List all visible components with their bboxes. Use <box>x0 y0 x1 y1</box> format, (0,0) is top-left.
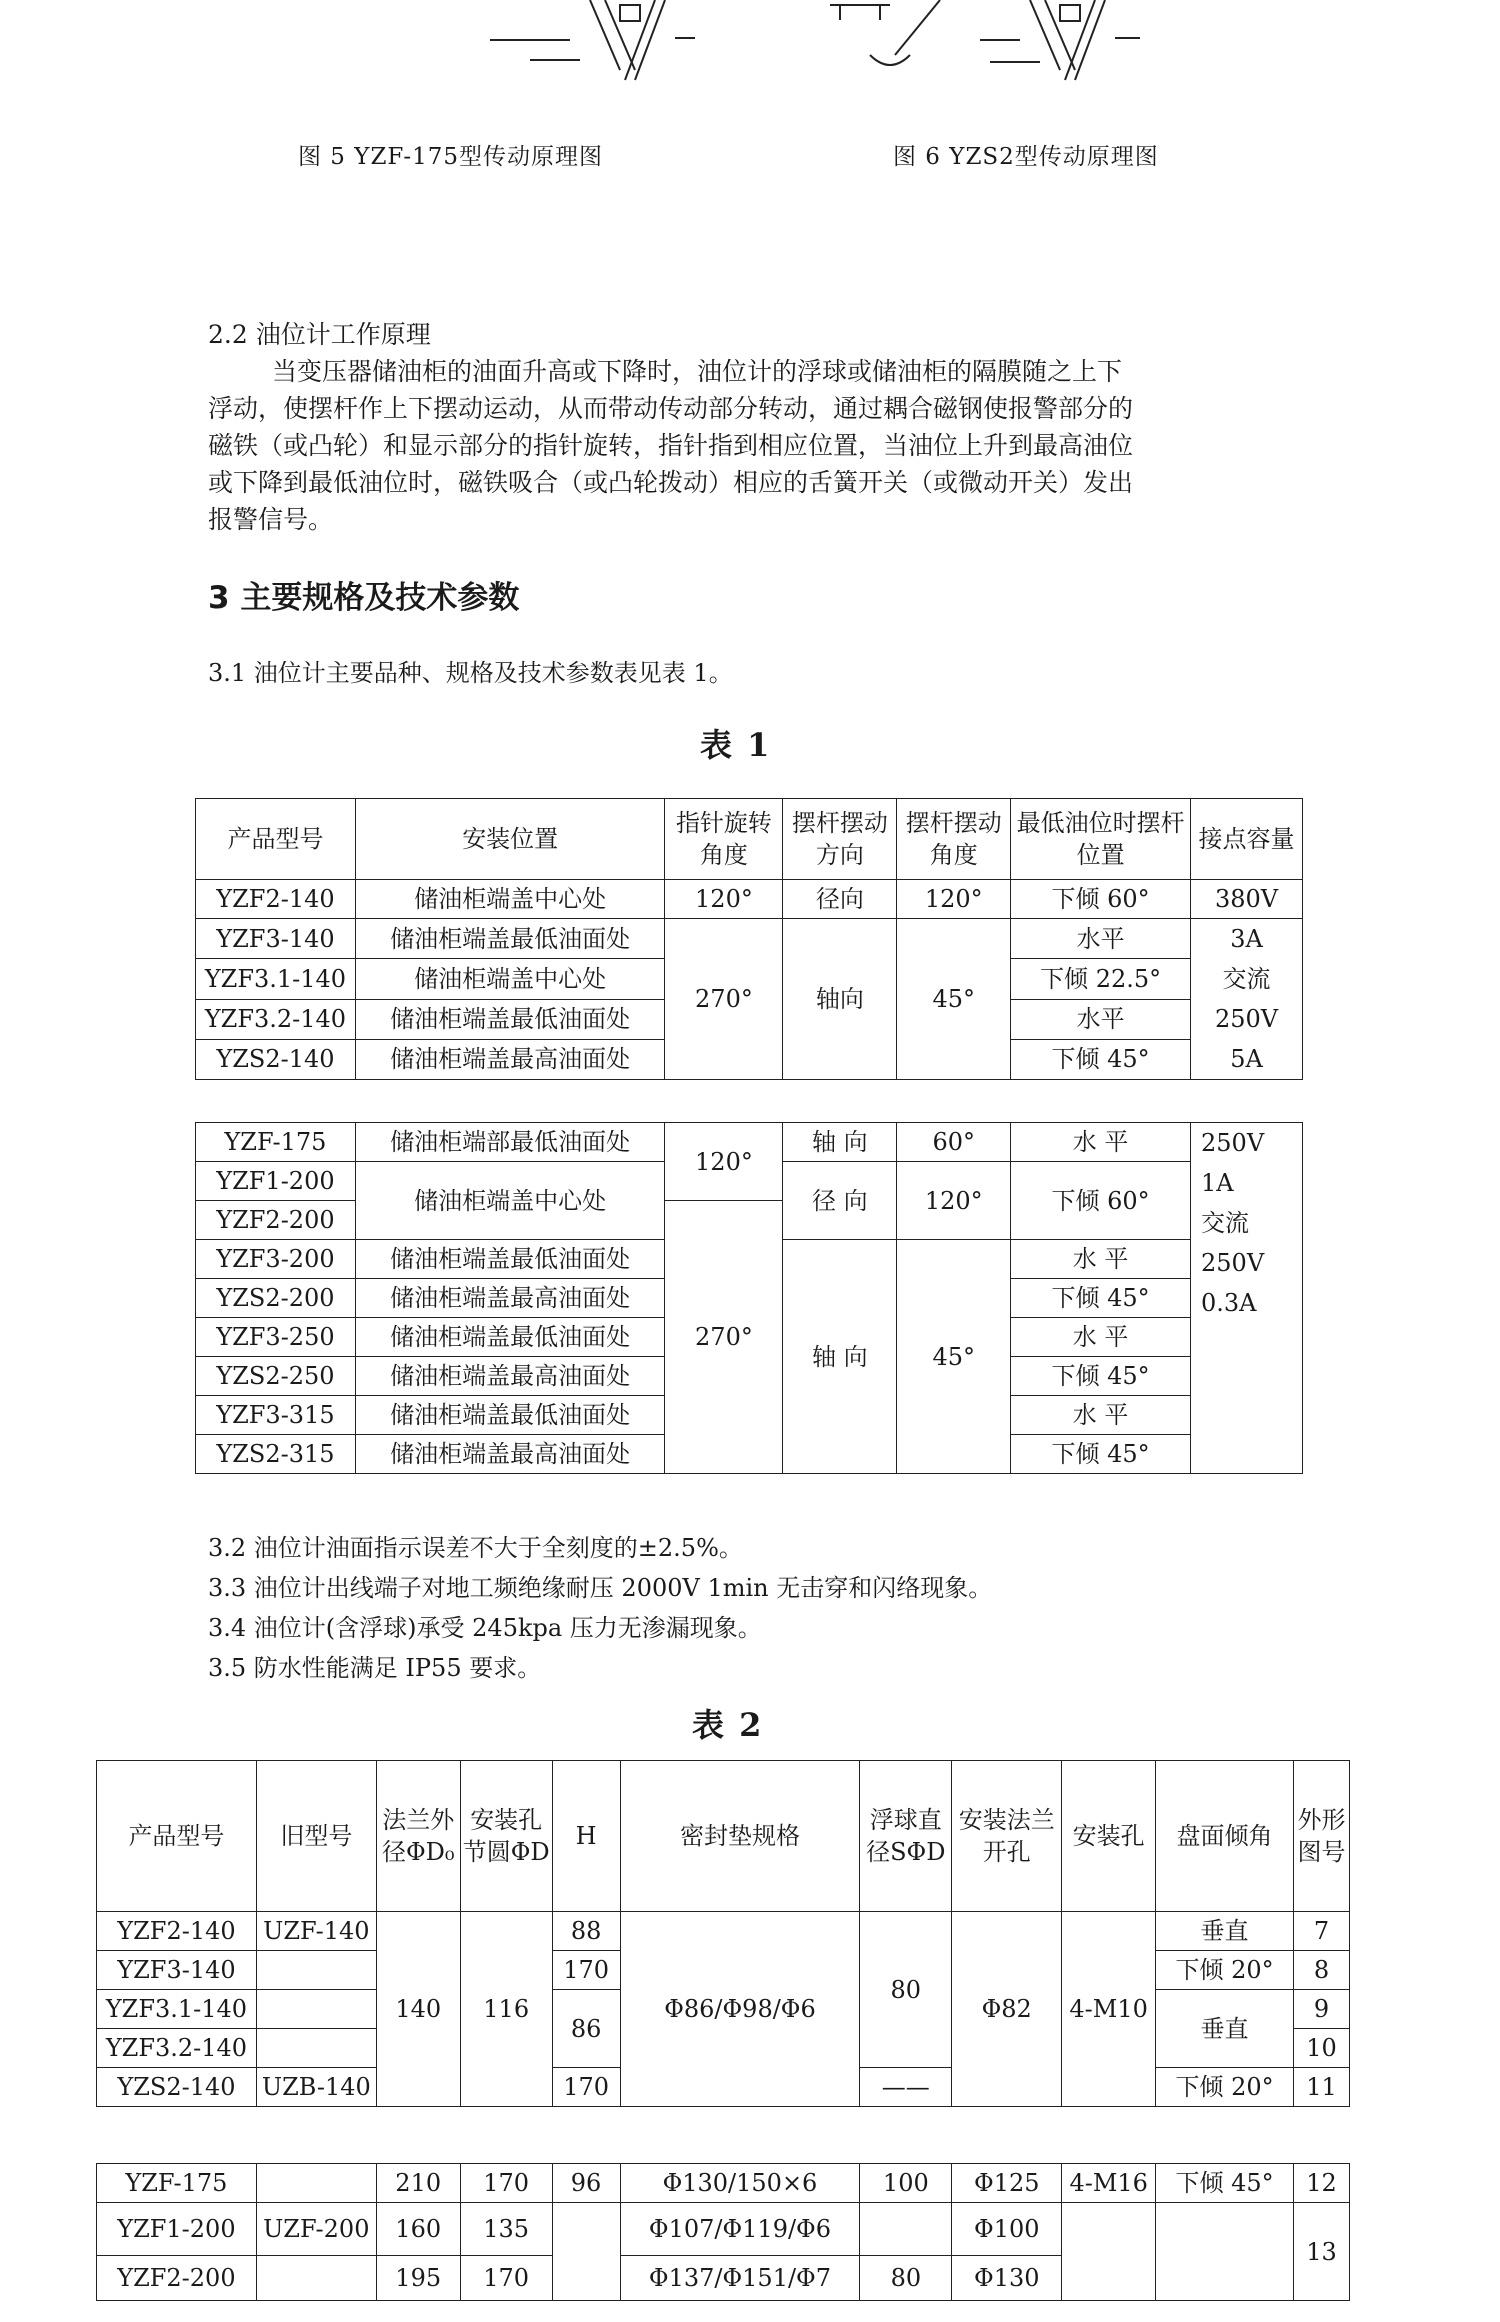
table-header-cell: 安装位置 <box>355 799 665 880</box>
figure-strip <box>0 0 1500 90</box>
table-header-cell: 安装孔节圆ΦD <box>460 1761 552 1912</box>
table-cell: 195 <box>376 2256 460 2301</box>
table-cell: YZF2-140 <box>196 880 356 919</box>
table-cell: YZS2-140 <box>196 1039 356 1079</box>
table-cell: YZF3-140 <box>97 1951 257 1990</box>
table-cell: 60° <box>897 1123 1011 1162</box>
table-cell: 下倾 45° <box>1156 2164 1294 2203</box>
table-cell: 下倾 60° <box>1011 880 1191 919</box>
table-cell: YZF-175 <box>97 2164 257 2203</box>
table-cell: 垂直 <box>1156 1912 1294 1951</box>
table-cell <box>1062 2203 1156 2301</box>
table-cell: 储油柜端盖最低油面处 <box>355 919 665 959</box>
table-cell: 储油柜端盖最低油面处 <box>355 1318 665 1357</box>
figure-6-caption: 图 6 YZS2型传动原理图 <box>893 144 1159 170</box>
table-cell: 径向 <box>783 880 897 919</box>
table-row <box>97 1912 1350 1951</box>
table-cell: 116 <box>460 1912 552 2107</box>
table-cell: 储油柜端部最低油面处 <box>355 1123 665 1162</box>
table-cell: 储油柜端盖最高油面处 <box>355 1357 665 1396</box>
table-cell: 12 <box>1293 2164 1349 2203</box>
table-header-cell: 指针旋转角度 <box>665 799 783 880</box>
table-2-part-1 <box>96 1760 1350 2107</box>
table-cell: 96 <box>552 2164 620 2203</box>
spec-note: 3.5 防水性能满足 IP55 要求。 <box>208 1654 542 1682</box>
table-cell: YZF3-140 <box>196 919 356 959</box>
table-cell <box>860 2203 952 2256</box>
table-header-cell: 摆杆摆动角度 <box>897 799 1011 880</box>
table-cell: 下倾 20° <box>1156 2068 1294 2107</box>
paragraph-line: 磁铁（或凸轮）和显示部分的指针旋转，指针指到相应位置，当油位上升到最高油位 <box>208 431 1134 460</box>
table-cell: YZS2-200 <box>196 1279 356 1318</box>
table-cell: 下倾 45° <box>1011 1357 1191 1396</box>
table-cell: 储油柜端盖最高油面处 <box>355 1435 665 1474</box>
table-cell: 11 <box>1293 2068 1349 2107</box>
table-cell: Φ107/Φ119/Φ6 <box>620 2203 860 2256</box>
table-cell: 210 <box>376 2164 460 2203</box>
table-cell: YZF3-200 <box>196 1240 356 1279</box>
spec-note: 3.4 油位计(含浮球)承受 245kpa 压力无渗漏现象。 <box>208 1614 762 1642</box>
table-row <box>196 880 1303 919</box>
table-header-cell: 安装孔 <box>1062 1761 1156 1912</box>
spec-note: 3.2 油位计油面指示误差不大于全刻度的±2.5%。 <box>208 1534 743 1562</box>
figure-5-caption: 图 5 YZF-175型传动原理图 <box>298 144 604 170</box>
table-cell: 水 平 <box>1011 1318 1191 1357</box>
table-header-cell: 接点容量 <box>1191 799 1303 880</box>
capacity-line: 5A <box>1230 1045 1263 1073</box>
section-3-heading: 3 主要规格及技术参数 <box>208 580 520 616</box>
table-cell: 8 <box>1293 1951 1349 1990</box>
table-row <box>196 1123 1303 1162</box>
spec-notes <box>208 1528 992 1688</box>
table-cell: Φ86/Φ98/Φ6 <box>620 1912 860 2107</box>
table-cell: YZF3-315 <box>196 1396 356 1435</box>
table-header-cell: 旧型号 <box>256 1761 376 1912</box>
capacity-line: 250V <box>1201 1249 1265 1277</box>
capacity-line: 1A <box>1201 1169 1234 1197</box>
table-cell: 储油柜端盖中心处 <box>355 880 665 919</box>
table-cell: YZF2-200 <box>97 2256 257 2301</box>
table-cell: 下倾 20° <box>1156 1951 1294 1990</box>
table-1-part-2 <box>195 1122 1303 1474</box>
table-cell: 轴 向 <box>783 1123 897 1162</box>
table-1-part-1 <box>195 798 1303 1080</box>
table-cell: 135 <box>460 2203 552 2256</box>
table-cell: 86 <box>552 1990 620 2068</box>
table-cell <box>256 2164 376 2203</box>
capacity-line: 3A <box>1230 925 1263 953</box>
table-cell: 9 <box>1293 1990 1349 2029</box>
section-2-2 <box>208 316 1268 538</box>
table-cell: 140 <box>376 1912 460 2107</box>
capacity-line: 250V <box>1214 1005 1279 1033</box>
table-cell: 轴 向 <box>783 1240 897 1474</box>
table-header-cell: 法兰外径ΦD₀ <box>376 1761 460 1912</box>
table-cell: 轴向 <box>783 919 897 1080</box>
table-cell: 径 向 <box>783 1162 897 1240</box>
table-header-cell: 产品型号 <box>196 799 356 880</box>
capacity-line: 0.3A <box>1201 1289 1257 1317</box>
figure-6-drawing <box>820 0 1200 88</box>
table-cell <box>256 1990 376 2029</box>
table-header-cell: H <box>552 1761 620 1912</box>
table-cell: Φ125 <box>952 2164 1062 2203</box>
table-cell: YZF3.1-140 <box>196 959 356 999</box>
table-row <box>196 919 1303 959</box>
table-row <box>97 2203 1350 2256</box>
table-cell-capacity <box>1191 1123 1303 1474</box>
table-cell: 7 <box>1293 1912 1349 1951</box>
table-cell: 270° <box>665 919 783 1080</box>
table-cell: 120° <box>897 880 1011 919</box>
table-header-cell: 最低油位时摆杆位置 <box>1011 799 1191 880</box>
spec-note: 3.3 油位计出线端子对地工频绝缘耐压 2000V 1min 无击穿和闪络现象。 <box>208 1574 993 1602</box>
paragraph-line: 浮动，使摆杆作上下摆动运动，从而带动传动部分转动，通过耦合磁钢使报警部分的 <box>208 394 1134 423</box>
table-cell: 4-M16 <box>1062 2164 1156 2203</box>
table-cell: 水平 <box>1011 919 1191 959</box>
table-cell: Φ82 <box>952 1912 1062 2107</box>
table-cell: YZF2-140 <box>97 1912 257 1951</box>
table-cell: 100 <box>860 2164 952 2203</box>
table-cell: YZF3-250 <box>196 1318 356 1357</box>
table-1-title: 表 1 <box>700 726 772 764</box>
table-cell: 垂直 <box>1156 1990 1294 2068</box>
capacity-line: 交流 <box>1222 965 1271 993</box>
table-cell <box>256 2256 376 2301</box>
table-cell: YZF3.2-140 <box>97 2029 257 2068</box>
table-header-cell: 产品型号 <box>97 1761 257 1912</box>
table-cell: 储油柜端盖最高油面处 <box>355 1279 665 1318</box>
table-2-part-2 <box>96 2163 1350 2301</box>
table-cell: 10 <box>1293 2029 1349 2068</box>
table-cell: 储油柜端盖最高油面处 <box>355 1039 665 1079</box>
table-cell: YZS2-250 <box>196 1357 356 1396</box>
table-cell: YZF1-200 <box>196 1162 356 1201</box>
table-cell <box>256 1951 376 1990</box>
table-cell: 13 <box>1293 2203 1349 2301</box>
table-cell: 下倾 45° <box>1011 1039 1191 1079</box>
table-cell: 45° <box>897 919 1011 1080</box>
table-cell: 120° <box>665 880 783 919</box>
table-cell: —— <box>860 2068 952 2107</box>
table-cell: 水 平 <box>1011 1123 1191 1162</box>
table-cell: 80 <box>860 1912 952 2068</box>
paragraph-line: 报警信号。 <box>208 505 334 534</box>
table-cell: UZB-140 <box>256 2068 376 2107</box>
table-cell: 储油柜端盖最低油面处 <box>355 1396 665 1435</box>
table-header-cell: 外形图号 <box>1293 1761 1349 1912</box>
table-cell: 80 <box>860 2256 952 2301</box>
table-cell: 170 <box>552 1951 620 1990</box>
table-cell: 270° <box>665 1201 783 1474</box>
capacity-line: 交流 <box>1201 1209 1250 1237</box>
table-cell: YZF1-200 <box>97 2203 257 2256</box>
table-cell: 4-M10 <box>1062 1912 1156 2107</box>
table-cell: 下倾 45° <box>1011 1435 1191 1474</box>
table-cell: Φ130 <box>952 2256 1062 2301</box>
table-cell: YZF3.2-140 <box>196 999 356 1039</box>
table-cell: 储油柜端盖最低油面处 <box>355 1240 665 1279</box>
table-cell: YZS2-140 <box>97 2068 257 2107</box>
table-cell <box>1156 2203 1294 2301</box>
table-cell: 储油柜端盖最低油面处 <box>355 999 665 1039</box>
table-2-title: 表 2 <box>692 1706 764 1744</box>
table-cell: 下倾 22.5° <box>1011 959 1191 999</box>
table-row <box>97 2164 1350 2203</box>
paragraph-line: 或下降到最低油位时，磁铁吸合（或凸轮拨动）相应的舌簧开关（或微动开关）发出 <box>208 468 1134 497</box>
table-cell: 88 <box>552 1912 620 1951</box>
table-cell: 170 <box>552 2068 620 2107</box>
table-cell-capacity <box>1191 919 1303 1080</box>
table-cell: 下倾 60° <box>1011 1162 1191 1240</box>
table-cell: 水 平 <box>1011 1240 1191 1279</box>
table-cell: 160 <box>376 2203 460 2256</box>
table-cell: 120° <box>665 1123 783 1201</box>
table-header-cell: 安装法兰开孔 <box>952 1761 1062 1912</box>
table-cell: 170 <box>460 2164 552 2203</box>
table-cell: 水 平 <box>1011 1396 1191 1435</box>
table-header-cell: 盘面倾角 <box>1156 1761 1294 1912</box>
table-cell: 120° <box>897 1162 1011 1240</box>
table-cell: YZF-175 <box>196 1123 356 1162</box>
section-3-1-intro: 3.1 油位计主要品种、规格及技术参数表见表 1。 <box>208 659 733 687</box>
table-cell <box>256 2029 376 2068</box>
table-cell: 170 <box>460 2256 552 2301</box>
table-cell <box>552 2203 620 2301</box>
table-cell: 380V <box>1191 880 1303 919</box>
table-cell: 水平 <box>1011 999 1191 1039</box>
capacity-line: 250V <box>1201 1129 1265 1157</box>
table-cell: UZF-200 <box>256 2203 376 2256</box>
paragraph-line: 当变压器储油柜的油面升高或下降时，油位计的浮球或储油柜的隔膜随之上下 <box>272 357 1123 386</box>
table-header-cell: 密封垫规格 <box>620 1761 860 1912</box>
table-cell: 下倾 45° <box>1011 1279 1191 1318</box>
figure-5-drawing <box>470 0 770 88</box>
table-cell: Φ130/150×6 <box>620 2164 860 2203</box>
table-header-cell: 浮球直径SΦD <box>860 1761 952 1912</box>
table-cell: UZF-140 <box>256 1912 376 1951</box>
table-cell: YZF3.1-140 <box>97 1990 257 2029</box>
table-header-cell: 摆杆摆动方向 <box>783 799 897 880</box>
table-cell: Φ137/Φ151/Φ7 <box>620 2256 860 2301</box>
table-cell: 储油柜端盖中心处 <box>355 959 665 999</box>
table-cell: Φ100 <box>952 2203 1062 2256</box>
table-cell: YZF2-200 <box>196 1201 356 1240</box>
section-2-2-heading: 2.2 油位计工作原理 <box>208 320 431 349</box>
table-cell: 45° <box>897 1240 1011 1474</box>
table-cell: 储油柜端盖中心处 <box>355 1162 665 1240</box>
table-cell: YZS2-315 <box>196 1435 356 1474</box>
